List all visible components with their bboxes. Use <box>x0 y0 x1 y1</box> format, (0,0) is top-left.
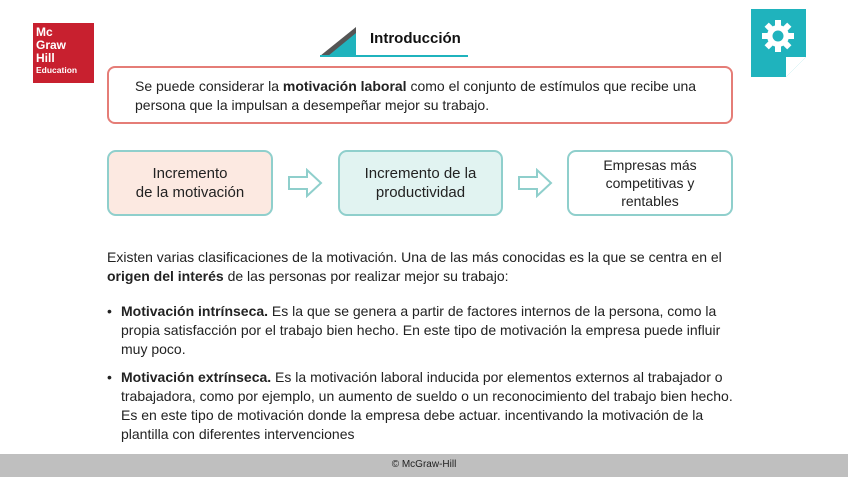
flow-box-3-line-3: rentables <box>621 193 679 209</box>
flow-box-2-line-1: Incremento de la <box>364 165 477 182</box>
bullet-1-text: Es la que se genera a partir de factores internos de la persona, como la propia satisfacción por el trabajo bien hecho. En este tipo de motivación la empresa puede influir muy poco. <box>121 303 721 357</box>
flow-box-2-line-2: productividad <box>375 184 466 201</box>
intro-paragraph <box>107 248 737 286</box>
arrow-right-icon <box>287 168 323 198</box>
definition-text-2: como el conjunto de estímulos que recibe una persona que la impulsan a desempeñar mejor su trabajo. <box>135 78 697 113</box>
footer-bar <box>0 454 848 477</box>
flow-box-companies <box>567 150 733 216</box>
flow-box-3-line-2: competitivas y <box>605 175 695 191</box>
logo-line-3: Hill <box>36 51 55 65</box>
page-title: Introducción <box>370 30 461 47</box>
logo-line-2: Graw <box>36 38 67 52</box>
definition-box <box>107 66 733 124</box>
intro-text-2: de las personas por realizar mejor su trabajo: <box>223 268 509 284</box>
definition-text-1: Se puede considerar la <box>135 78 283 94</box>
logo-line-4: Education <box>36 65 78 75</box>
intro-bold: origen del interés <box>107 268 224 284</box>
flow-box-motivation <box>107 150 273 216</box>
flow-box-1-line-1: Incremento <box>152 165 228 182</box>
intro-text-1: Existen varias clasificaciones de la motivación. Una de las más conocidas es la que se centra en el <box>107 249 722 265</box>
logo-line-1: Mc <box>36 25 53 39</box>
bullet-1-title: Motivación intrínseca. <box>121 303 269 319</box>
page-title-banner <box>320 25 470 57</box>
arrow-right-icon <box>517 168 553 198</box>
copyright-text: © McGraw-Hill <box>391 459 457 470</box>
bullet-dot: • <box>107 303 112 319</box>
mcgraw-hill-logo <box>33 23 94 83</box>
flow-box-productivity <box>338 150 503 216</box>
gear-icon <box>751 9 806 77</box>
flow-box-3-line-1: Empresas más <box>603 157 697 173</box>
bullet-dot: • <box>107 369 112 385</box>
flow-box-1-line-2: de la motivación <box>135 184 245 201</box>
definition-bold: motivación laboral <box>282 78 407 94</box>
bullet-2-title: Motivación extrínseca. <box>121 369 272 385</box>
bullet-2-text: Es la motivación laboral inducida por elementos externos al trabajador o trabajadora, como por ejemplo, un aumento de sueldo o un reconocimiento del trabajo bien hecho. Es en este tipo de motivación donde la empresa debe actuar. incentivando la motivación de la plantilla con diferentes intervenciones <box>121 369 733 442</box>
